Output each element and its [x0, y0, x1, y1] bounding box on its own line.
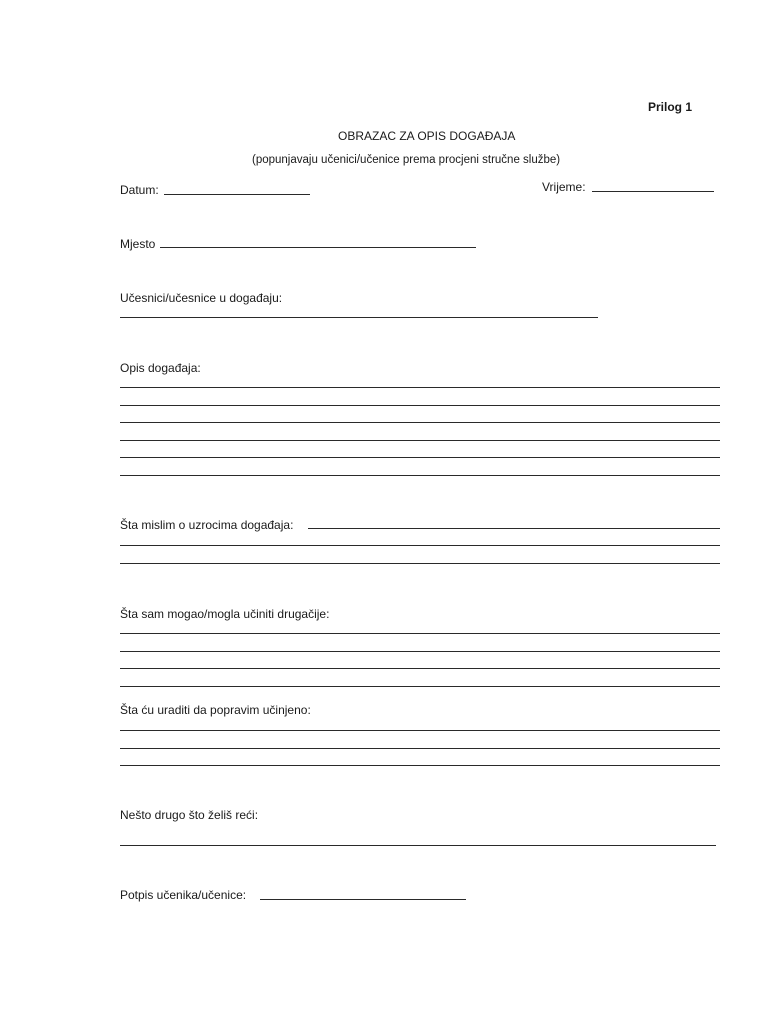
causes-line-1[interactable]: [308, 528, 720, 529]
description-line-1[interactable]: [120, 387, 720, 388]
annex-label: Prilog 1: [648, 100, 693, 114]
form-title: OBRAZAC ZA OPIS DOGAĐAJA: [338, 129, 516, 143]
causes-line-2[interactable]: [120, 545, 720, 546]
description-line-5[interactable]: [120, 457, 720, 458]
fix-line-3[interactable]: [120, 765, 720, 766]
differently-label: Šta sam mogao/mogla učiniti drugačije:: [120, 607, 330, 621]
form-subtitle: (popunjavaju učenici/učenice prema procjeni stručne službe): [252, 154, 561, 166]
fix-label: Šta ću uraditi da popravim učinjeno:: [120, 703, 311, 717]
description-line-4[interactable]: [120, 440, 720, 441]
time-label: Vrijeme:: [542, 180, 586, 194]
other-line[interactable]: [120, 845, 716, 846]
signature-label: Potpis učenika/učenice:: [120, 888, 247, 902]
description-line-2[interactable]: [120, 405, 720, 406]
causes-line-3[interactable]: [120, 563, 720, 564]
other-label: Nešto drugo što želiš reći:: [120, 808, 259, 822]
time-line[interactable]: [592, 191, 714, 192]
causes-label: Šta mislim o uzrocima događaja:: [120, 518, 294, 532]
place-line[interactable]: [160, 247, 476, 248]
differently-line-4[interactable]: [120, 686, 720, 687]
participants-line[interactable]: [120, 317, 598, 318]
date-line[interactable]: [164, 194, 310, 195]
fix-line-2[interactable]: [120, 748, 720, 749]
fix-line-1[interactable]: [120, 730, 720, 731]
date-label: Datum:: [120, 183, 159, 197]
description-label: Opis događaja:: [120, 361, 201, 375]
description-line-3[interactable]: [120, 422, 720, 423]
place-label: Mjesto: [120, 237, 156, 251]
differently-line-3[interactable]: [120, 668, 720, 669]
differently-line-2[interactable]: [120, 651, 720, 652]
description-line-6[interactable]: [120, 475, 720, 476]
signature-line[interactable]: [260, 899, 466, 900]
differently-line-1[interactable]: [120, 633, 720, 634]
participants-label: Učesnici/učesnice u događaju:: [120, 291, 283, 305]
